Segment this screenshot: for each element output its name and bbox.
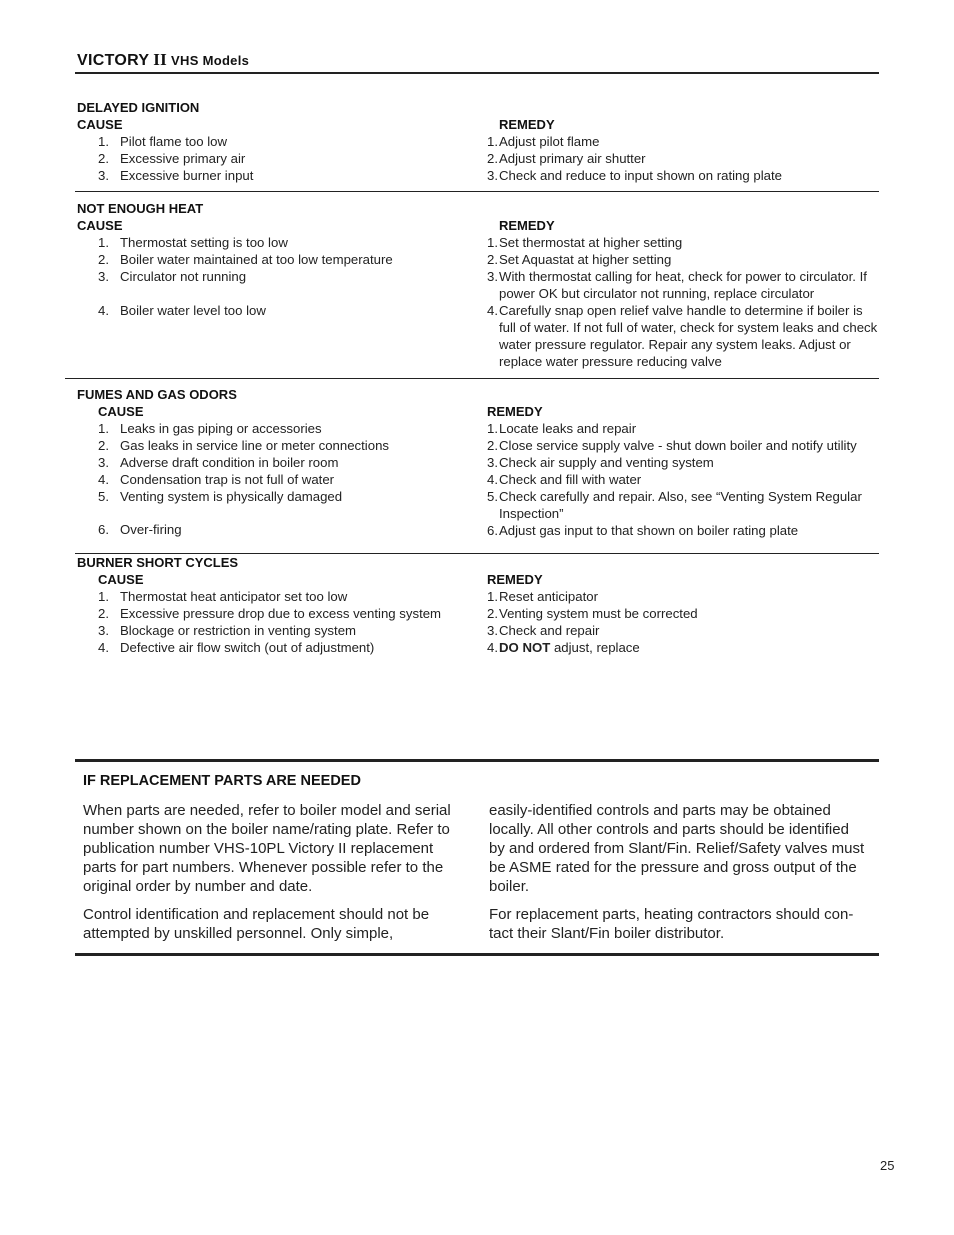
section-divider xyxy=(75,191,879,192)
cause-label: CAUSE xyxy=(77,218,123,233)
cause-column xyxy=(77,571,477,656)
item-number: 2. xyxy=(98,438,109,453)
parts-paragraph: When parts are needed, refer to boiler model and serial number shown on the boiler name/rating plate. Refer to publication number VHS-10PL Victory II replacement parts for part numbers. Whenever possible refer to the original order by number and date. xyxy=(83,802,451,895)
section-divider xyxy=(65,378,879,379)
item-number: 4. xyxy=(98,640,109,655)
cause-label: CAUSE xyxy=(98,572,144,587)
header-rule xyxy=(75,72,879,74)
item-text: Reset anticipator xyxy=(499,589,598,604)
page-header-title xyxy=(77,50,249,70)
cause-item xyxy=(77,588,477,605)
remedy-column xyxy=(487,403,879,539)
item-text: Carefully snap open relief valve handle to determine if boiler is full of water. If not full of water, check for system leaks and check water pressure regulator. Repair any system leaks. Adjust or replace water pressure reducing valve xyxy=(499,303,878,369)
item-text: Boiler water level too low xyxy=(120,303,266,318)
item-number: 1. xyxy=(98,235,109,250)
item-number: 4. xyxy=(98,472,109,487)
remedy-label: REMEDY xyxy=(487,404,543,419)
remedy-label: REMEDY xyxy=(499,117,555,132)
remedy-item xyxy=(487,234,879,251)
cause-item xyxy=(77,521,477,538)
item-text: Check carefully and repair. Also, see “Venting System Regular Inspection” xyxy=(499,489,862,521)
item-number: 3. xyxy=(487,455,498,470)
item-number: 2. xyxy=(98,252,109,267)
item-text: Leaks in gas piping or accessories xyxy=(120,421,322,436)
item-text: Adjust gas input to that shown on boiler rating plate xyxy=(499,523,799,538)
remedy-item xyxy=(487,251,879,268)
item-number: 2. xyxy=(487,252,498,267)
item-text: Defective air flow switch (out of adjustment) xyxy=(120,640,375,655)
cause-item xyxy=(77,150,477,167)
item-text: adjust, replace xyxy=(550,640,640,655)
item-text: Excessive pressure drop due to excess venting system xyxy=(120,606,442,621)
remedy-item xyxy=(487,167,879,184)
item-number: 2. xyxy=(98,151,109,166)
cause-item xyxy=(77,133,477,150)
parts-box-bottom-rule xyxy=(75,953,879,956)
brand-numeral: II xyxy=(153,50,168,69)
remedy-item xyxy=(487,588,879,605)
item-number: 3. xyxy=(487,623,498,638)
cause-item xyxy=(77,167,477,184)
remedy-item xyxy=(487,471,879,488)
section-delayed-ignition xyxy=(77,99,877,183)
item-emphasis: DO NOT xyxy=(499,640,551,655)
section-burner-short-cycles xyxy=(77,554,877,655)
item-text: Locate leaks and repair xyxy=(499,421,637,436)
item-number: 2. xyxy=(487,438,498,453)
cause-item xyxy=(77,605,477,622)
cause-item xyxy=(77,234,477,251)
item-text: Close service supply valve - shut down boiler and notify utility xyxy=(499,438,857,453)
item-text: Set thermostat at higher setting xyxy=(499,235,683,250)
item-text: Set Aquastat at higher setting xyxy=(499,252,672,267)
remedy-item xyxy=(487,639,879,656)
cause-item xyxy=(77,251,477,268)
item-text: Adverse draft condition in boiler room xyxy=(120,455,339,470)
remedy-item xyxy=(487,454,879,471)
item-number: 2. xyxy=(487,606,498,621)
parts-left-column xyxy=(83,801,461,952)
item-number: 3. xyxy=(98,269,109,284)
remedy-item xyxy=(487,268,879,302)
section-title: BURNER SHORT CYCLES xyxy=(77,555,239,570)
remedy-label: REMEDY xyxy=(487,572,543,587)
section-title: FUMES AND GAS ODORS xyxy=(77,387,237,402)
cause-item xyxy=(77,420,477,437)
cause-column xyxy=(77,403,477,538)
remedy-column xyxy=(487,116,879,184)
remedy-column xyxy=(487,571,879,656)
item-text: Boiler water maintained at too low temperature xyxy=(120,252,393,267)
item-number: 6. xyxy=(98,522,109,537)
remedy-item xyxy=(487,605,879,622)
item-text: Condensation trap is not full of water xyxy=(120,472,335,487)
item-text: Thermostat setting is too low xyxy=(120,235,288,250)
parts-paragraph: easily-identified controls and parts may be obtained locally. All other controls and parts should be identified by and ordered from Slant/Fin. Relief/Safety valves must be ASME rated for the pressure and gross output of the boiler. xyxy=(489,802,865,895)
cause-item xyxy=(77,302,477,319)
item-number: 1. xyxy=(487,421,498,436)
parts-right-column xyxy=(489,801,867,952)
cause-label: CAUSE xyxy=(98,404,144,419)
item-number: 1. xyxy=(98,589,109,604)
item-number: 3. xyxy=(98,455,109,470)
item-text: Over-firing xyxy=(120,522,182,537)
item-text: Check and reduce to input shown on rating plate xyxy=(499,168,782,183)
item-number: 6. xyxy=(487,523,498,538)
remedy-item xyxy=(487,133,879,150)
cause-item xyxy=(77,268,477,302)
item-number: 3. xyxy=(487,168,498,183)
item-number: 1. xyxy=(487,134,498,149)
section-title: DELAYED IGNITION xyxy=(77,100,200,115)
remedy-item xyxy=(487,488,879,522)
section-not-enough-heat xyxy=(77,200,878,369)
brand-name: VICTORY xyxy=(77,52,150,69)
remedy-item xyxy=(487,522,879,539)
item-number: 4. xyxy=(487,472,498,487)
model-name: VHS Models xyxy=(171,53,250,68)
remedy-item xyxy=(487,437,879,454)
item-text: Adjust primary air shutter xyxy=(499,151,646,166)
cause-item xyxy=(77,622,477,639)
cause-item xyxy=(77,639,477,656)
item-text: Blockage or restriction in venting system xyxy=(120,623,357,638)
item-text: Thermostat heat anticipator set too low xyxy=(120,589,348,604)
parts-title: IF REPLACEMENT PARTS ARE NEEDED xyxy=(83,773,361,789)
item-number: 3. xyxy=(98,623,109,638)
remedy-item xyxy=(487,420,879,437)
item-text: Gas leaks in service line or meter connections xyxy=(120,438,389,453)
item-number: 5. xyxy=(98,489,109,504)
item-text: Venting system must be corrected xyxy=(499,606,698,621)
remedy-item xyxy=(487,622,879,639)
item-number: 1. xyxy=(98,134,109,149)
item-number: 2. xyxy=(98,606,109,621)
item-number: 5. xyxy=(487,489,498,504)
page-number: 25 xyxy=(880,1158,895,1173)
item-number: 3. xyxy=(487,269,498,284)
item-number: 4. xyxy=(487,303,498,318)
remedy-item xyxy=(487,302,879,370)
item-number: 1. xyxy=(98,421,109,436)
item-text: Excessive burner input xyxy=(120,168,254,183)
section-fumes-gas-odors xyxy=(77,386,877,538)
parts-paragraph: Control identification and replacement should not be attempted by unskilled personnel. Only simple, xyxy=(83,906,430,942)
item-number: 3. xyxy=(98,168,109,183)
cause-column xyxy=(77,217,477,319)
remedy-item xyxy=(487,150,879,167)
cause-column xyxy=(77,116,477,184)
item-text: Circulator not running xyxy=(120,269,247,284)
cause-item xyxy=(77,471,477,488)
section-title: NOT ENOUGH HEAT xyxy=(77,201,204,216)
item-text: Check and repair xyxy=(499,623,600,638)
cause-item xyxy=(77,488,477,521)
remedy-label: REMEDY xyxy=(499,218,555,233)
remedy-column xyxy=(487,217,879,370)
item-text: Venting system is physically damaged xyxy=(120,489,343,504)
item-number: 4. xyxy=(98,303,109,318)
cause-label: CAUSE xyxy=(77,117,123,132)
cause-item xyxy=(77,437,477,454)
item-number: 1. xyxy=(487,589,498,604)
item-text: Check air supply and venting system xyxy=(499,455,714,470)
item-number: 4. xyxy=(487,640,498,655)
item-text: Adjust pilot flame xyxy=(499,134,600,149)
item-text: Pilot flame too low xyxy=(120,134,228,149)
cause-item xyxy=(77,454,477,471)
item-text: Excessive primary air xyxy=(120,151,246,166)
parts-paragraph: For replacement parts, heating contractors should con-tact their Slant/Fin boiler distributor. xyxy=(489,906,854,942)
item-number: 1. xyxy=(487,235,498,250)
item-text: Check and fill with water xyxy=(499,472,642,487)
item-number: 2. xyxy=(487,151,498,166)
item-text: With thermostat calling for heat, check for power to circulator. If power OK but circulator not running, replace circulator xyxy=(499,269,867,301)
parts-box-top-rule xyxy=(75,759,879,762)
